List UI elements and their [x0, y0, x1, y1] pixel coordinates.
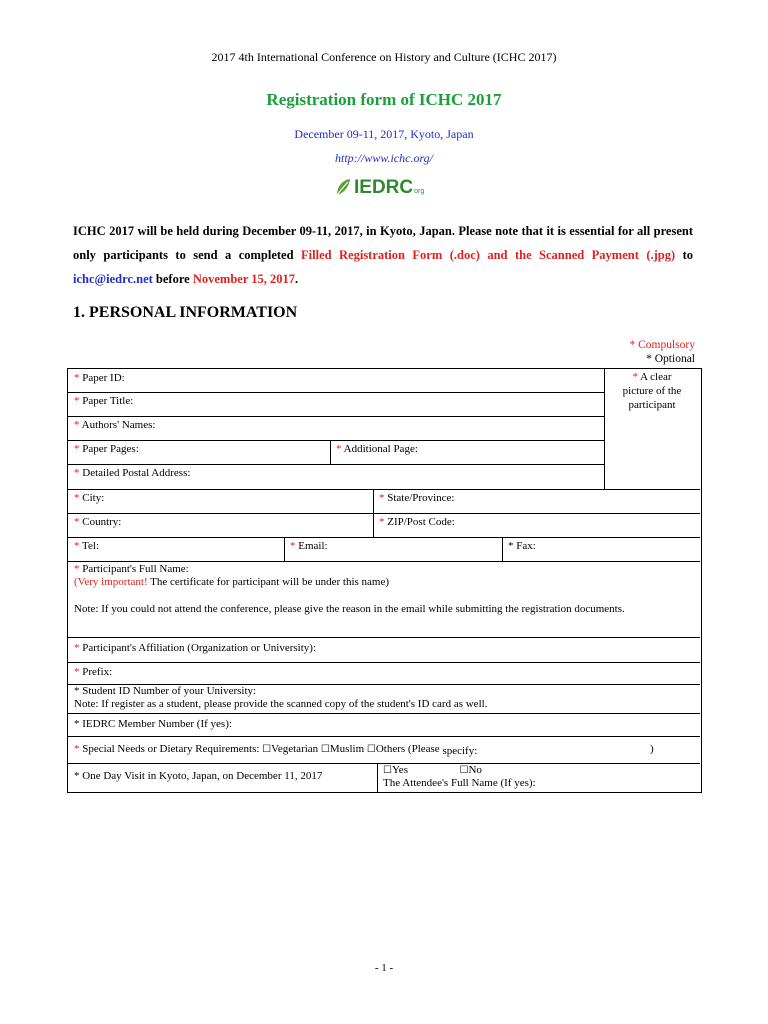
additional-page-label: Additional Page: [341, 443, 418, 455]
page-number: - 1 - [374, 962, 394, 974]
attendee-name-field[interactable]: The Attendee's Full Name (If yes): [383, 777, 536, 789]
required-marker: * [336, 443, 342, 455]
special-needs-label: Special Needs or Dietary Requirements: [79, 743, 263, 755]
email-field[interactable] [284, 537, 502, 561]
intro-text-4: . [295, 272, 299, 286]
one-day-visit-field [68, 763, 377, 793]
vegetarian-checkbox[interactable]: ☐ [262, 744, 272, 755]
required-marker: * [74, 563, 80, 575]
paper-title-field[interactable] [68, 392, 604, 416]
paper-pages-label: Paper Pages: [79, 443, 139, 455]
required-marker: * [74, 516, 80, 528]
country-field[interactable] [68, 513, 373, 537]
yes-label: Yes [391, 764, 408, 776]
yes-checkbox[interactable]: ☐ [383, 765, 392, 776]
intro-paragraph [73, 219, 693, 291]
tel-field[interactable] [68, 537, 284, 561]
required-marker: * [379, 516, 385, 528]
leaf-icon [335, 178, 351, 196]
required-marker: * [74, 492, 80, 504]
participant-picture-field[interactable] [604, 369, 700, 489]
email-label: Email: [295, 540, 328, 552]
member-number-label: * IEDRC Member Number (If yes): [74, 718, 232, 730]
additional-page-field[interactable] [330, 440, 604, 464]
vegetarian-label: Vegetarian [271, 743, 321, 755]
conference-dates: December 09-11, 2017, Kyoto, Japan [294, 127, 474, 141]
legend-optional: * Optional [646, 353, 695, 365]
special-needs-field [68, 736, 700, 763]
intro-text-2: to [675, 248, 693, 262]
one-day-visit-options [377, 763, 700, 793]
fax-field[interactable] [502, 537, 700, 561]
paper-title-label: Paper Title: [79, 395, 134, 407]
muslim-checkbox[interactable]: ☐ [320, 744, 330, 755]
muslim-label: Muslim [329, 743, 367, 755]
required-marker: * [74, 443, 80, 455]
picture-label-1: A clear [637, 371, 672, 383]
city-field[interactable] [68, 489, 373, 513]
logo-text: IEDRC [354, 177, 414, 198]
postal-address-label: Detailed Postal Address: [79, 467, 191, 479]
country-label: Country: [79, 516, 122, 528]
full-name-label: Participant's Full Name: [79, 563, 189, 575]
student-id-field[interactable] [68, 684, 700, 713]
picture-label-2: picture of the [622, 385, 682, 397]
intro-required-docs: Filled Registration Form (.doc) and the Scanned Payment (.jpg) [301, 248, 676, 262]
zip-field[interactable] [373, 513, 700, 537]
fax-label: * Fax: [508, 540, 536, 552]
picture-label-3: participant [628, 399, 676, 411]
section-title: 1. PERSONAL INFORMATION [73, 304, 298, 321]
member-number-field[interactable] [68, 713, 700, 736]
one-day-visit-label: * One Day Visit in Kyoto, Japan, on December 11, 2017 [74, 770, 323, 782]
others-checkbox[interactable]: ☐ [366, 744, 376, 755]
state-field[interactable] [373, 489, 700, 513]
required-marker: * [74, 540, 80, 552]
student-id-note: Note: If register as a student, please provide the scanned copy of the student's ID card as well. [74, 698, 488, 710]
postal-address-field[interactable] [68, 464, 604, 489]
not-attend-note: Note: If you could not attend the conference, please give the reason in the email while submitting the registration documents. [74, 603, 625, 615]
iedrc-logo [335, 178, 424, 200]
specify-label: specify: [442, 745, 478, 757]
conference-header: 2017 4th International Conference on History and Culture (ICHC 2017) [211, 50, 557, 64]
intro-text-1: ICHC 2017 will be held during December 09-11, 2017, in Kyoto, Japan. Please note that it is essential for all present only participants to send a completed [73, 224, 693, 262]
zip-label: ZIP/Post Code: [384, 516, 455, 528]
state-label: State/Province: [384, 492, 455, 504]
conference-url[interactable]: http://www.ichc.org/ [335, 151, 433, 165]
logo-suffix: org [414, 188, 425, 195]
no-label: No [468, 764, 482, 776]
affiliation-label: Participant's Affiliation (Organization or University): [79, 642, 316, 654]
paper-pages-field[interactable] [68, 440, 330, 464]
student-id-label: * Student ID Number of your University: [74, 685, 257, 697]
legend-compulsory: * Compulsory [629, 339, 695, 351]
intro-text-3: before [152, 272, 193, 286]
prefix-field[interactable] [68, 662, 700, 684]
close-paren: ) [650, 743, 654, 755]
personal-info-form [67, 368, 702, 793]
required-marker: * [379, 492, 385, 504]
full-name-field[interactable] [68, 561, 700, 637]
authors-label: Authors' Names: [79, 419, 156, 431]
required-marker: * [290, 540, 296, 552]
affiliation-field[interactable] [68, 637, 700, 662]
required-marker: * [74, 666, 80, 678]
paper-id-label: Paper ID: [79, 372, 125, 384]
page-title: Registration form of ICHC 2017 [266, 90, 502, 109]
required-marker: * [74, 467, 80, 479]
required-marker: * [74, 743, 80, 755]
required-marker: * [74, 642, 80, 654]
authors-field[interactable] [68, 416, 604, 440]
tel-label: Tel: [79, 540, 99, 552]
prefix-label: Prefix: [79, 666, 113, 678]
required-marker: * [74, 419, 80, 431]
contact-email-link[interactable]: ichc@iedrc.net [73, 272, 153, 286]
paper-id-field[interactable] [68, 369, 604, 392]
city-label: City: [79, 492, 105, 504]
others-label: Others (Please [375, 743, 443, 755]
intro-deadline: November 15, 2017 [192, 272, 296, 286]
very-important-note: (Very important! [74, 576, 148, 588]
required-marker: * [632, 371, 638, 383]
required-marker: * [74, 372, 80, 384]
full-name-note: The certificate for participant will be under this name) [147, 576, 390, 588]
no-checkbox[interactable]: ☐ [459, 765, 469, 776]
required-marker: * [74, 395, 80, 407]
